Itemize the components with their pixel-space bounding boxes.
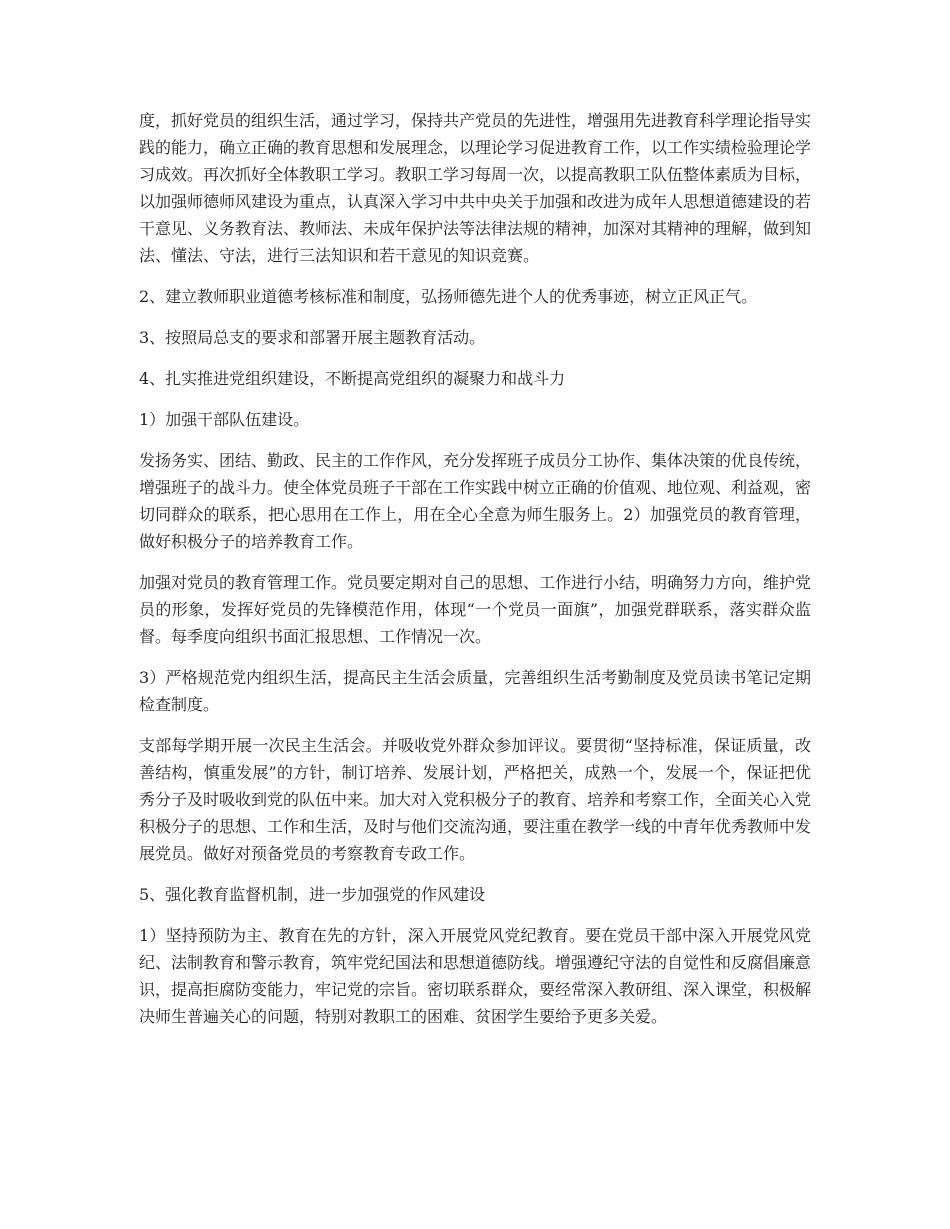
- paragraph-democratic-meeting: 支部每学期开展一次民主生活会。并吸收党外群众参加评议。要贯彻“坚持标准，保证质量，改善结构，慎重发展”的方针，制订培养、发展计划，严格把关，成熟一个，发展一个，保证把优秀分子及时吸收到党的队伍中来。加大对入党积极分子的教育、培养和考察工作，全面关心入党积极分子的思想、工作和生活，及时与他们交流沟通，要注重在教学一线的中青年优秀教师中发展党员。做好对预备党员的考察教育专政工作。: [139, 736, 812, 863]
- paragraph-item-3-theme-education: 3、按照局总支的要求和部署开展主题教育活动。: [139, 328, 486, 347]
- paragraph-sub-3-organization-life: 3）严格规范党内组织生活，提高民主生活会质量，完善组织生活考勤制度及党员读书笔记定期检查制度。: [139, 668, 811, 714]
- paragraph-study-continuation: 度，抓好党员的组织生活，通过学习，保持共产党员的先进性，增强用先进教育科学理论指导实践的能力，确立正确的教育思想和发展理念，以理论学习促进教育工作，以工作实绩检验理论学习成效。再次抓好全体教职工学习。教职工学习每周一次，以提高教职工队伍整体素质为目标，以加强师德师风建设为重点，认真深入学习中共中央关于加强和改进为成年人思想道德建设的若干意见、义务教育法、教师法、未成年保护法等法律法规的精神，加深对其精神的理解，做到知法、懂法、守法，进行三法知识和若干意见的知识竞赛。: [139, 111, 812, 265]
- document-body: [139, 107, 811, 1044]
- paragraph-sub-1-prevention: 1）坚持预防为主、教育在先的方针，深入开展党风党纪教育。要在党员干部中深入开展党风党纪、法制教育和警示教育，筑牢党纪国法和思想道德防线。增强遵纪守法的自觉性和反腐倡廉意识，提高拒腐防变能力，牢记党的宗旨。密切联系群众，要经常深入教研组、深入课堂，积极解决师生普遍关心的问题，特别对教职工的困难、贫困学生要给予更多关爱。: [139, 926, 812, 1026]
- paragraph-work-style: 发扬务实、团结、勤政、民主的工作作风，充分发挥班子成员分工协作、集体决策的优良传统，增强班子的战斗力。使全体党员班子干部在工作实践中树立正确的价值观、地位观、利益观，密切同群众的联系，把心思用在工作上，用在全心全意为师生服务上。2）加强党员的教育管理，做好积极分子的培养教育工作。: [139, 451, 812, 551]
- paragraph-item-5-supervision: 5、强化教育监督机制，进一步加强党的作风建设: [139, 885, 486, 904]
- paragraph-sub-1-cadre-team: 1）加强干部队伍建设。: [139, 410, 310, 429]
- paragraph-item-2-ethics-standards: 2、建立教师职业道德考核标准和制度，弘扬师德先进个人的优秀事迹，树立正风正气。: [139, 287, 758, 306]
- paragraph-member-management: 加强对党员的教育管理工作。党员要定期对自己的思想、工作进行小结，明确努力方向，维护党员的形象，发挥好党员的先锋模范作用，体现“一个党员一面旗”，加强党群联系，落实群众监督。每季度向组织书面汇报思想、工作情况一次。: [139, 573, 812, 646]
- paragraph-item-4-party-building: 4、扎实推进党组织建设，不断提高党组织的凝聚力和战斗力: [139, 369, 566, 388]
